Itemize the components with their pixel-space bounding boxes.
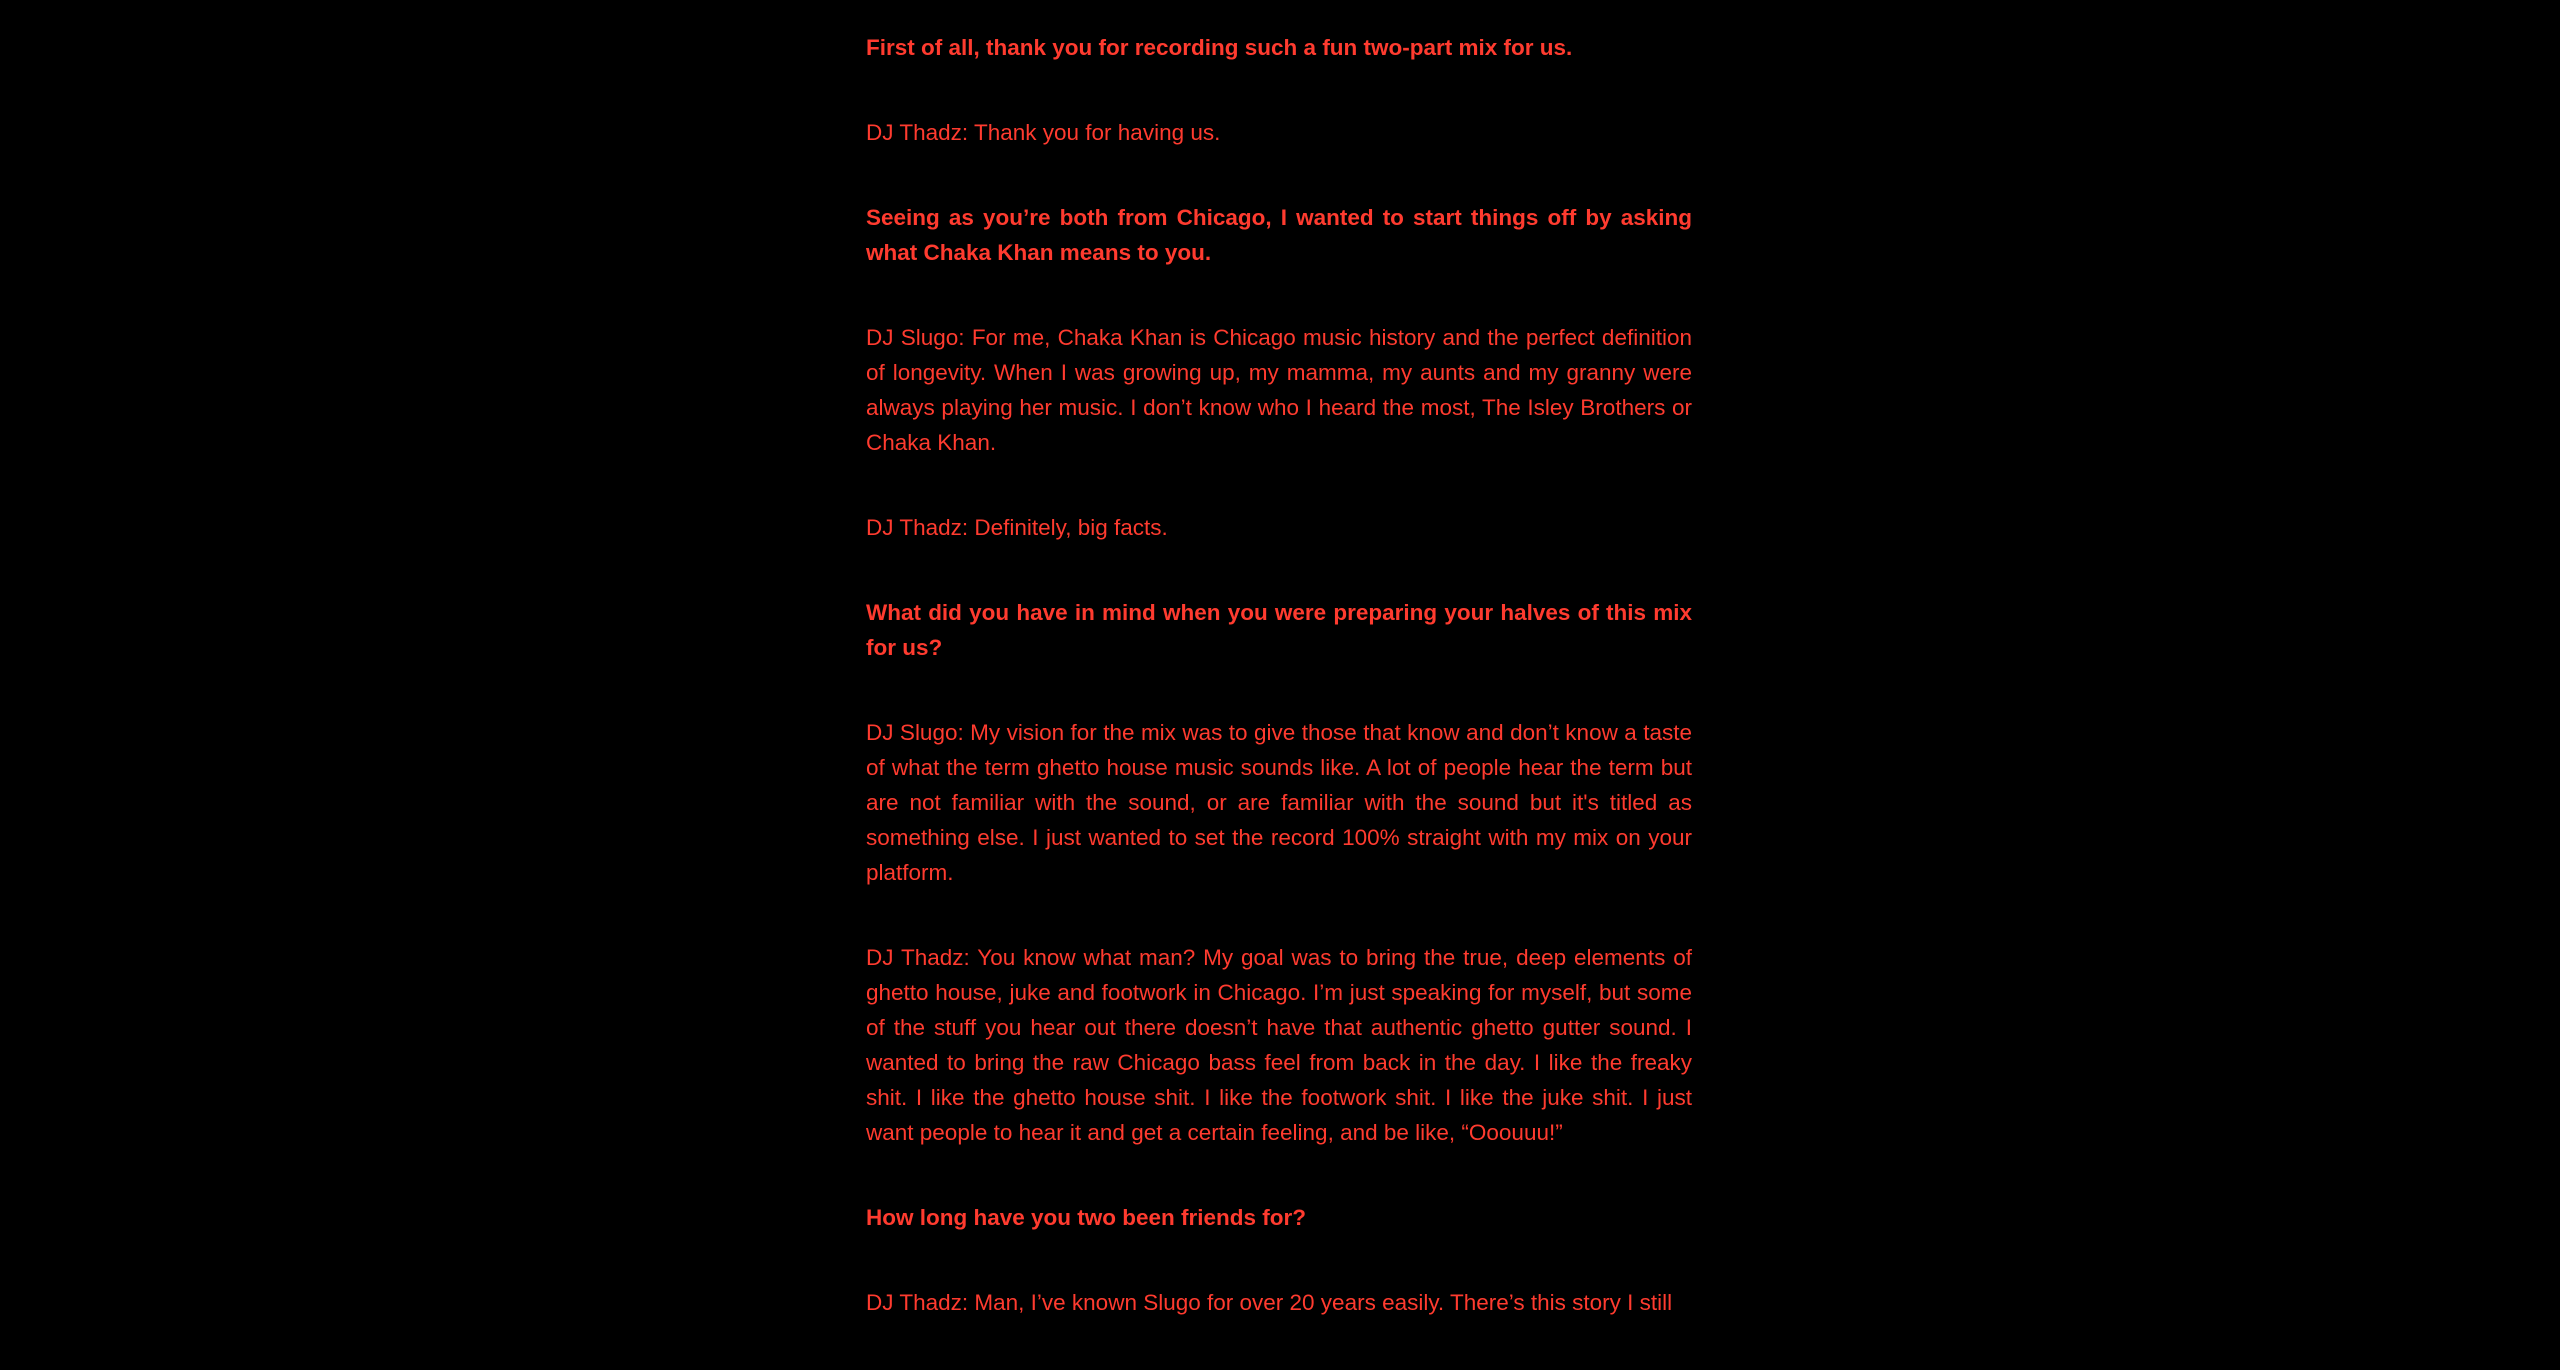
interview-question: What did you have in mind when you were preparing your halves of this mix for us? [866, 600, 1692, 660]
interview-answer: DJ Thadz: Man, I’ve known Slugo for over 20 years easily. There’s this story I still [866, 1290, 1673, 1315]
interview-question: Seeing as you’re both from Chicago, I wanted to start things off by asking what Chaka Khan means to you. [866, 205, 1692, 265]
interview-answer: DJ Thadz: Thank you for having us. [866, 120, 1221, 145]
interview-answer: DJ Slugo: My vision for the mix was to give those that know and don’t know a taste of what the term ghetto house music sounds like. A lot of people hear the term but are not familiar with the sound, or are familiar with the sound but it's titled as something else. I just wanted to set the record 100% straight with my mix on your platform. [866, 720, 1692, 885]
interview-article [866, 30, 1692, 1370]
interview-answer: DJ Thadz: Definitely, big facts. [866, 515, 1168, 540]
interview-answer: DJ Slugo: For me, Chaka Khan is Chicago music history and the perfect definition of longevity. When I was growing up, my mamma, my aunts and my granny were always playing her music. I don’t know who I heard the most, The Isley Brothers or Chaka Khan. [866, 325, 1692, 455]
interview-answer: DJ Thadz: You know what man? My goal was to bring the true, deep elements of ghetto house, juke and footwork in Chicago. I’m just speaking for myself, but some of the stuff you hear out there doesn’t have that authentic ghetto gutter sound. I wanted to bring the raw Chicago bass feel from back in the day. I like the freaky shit. I like the ghetto house shit. I like the footwork shit. I like the juke shit. I just want people to hear it and get a certain feeling, and be like, “Ooouuu!” [866, 945, 1692, 1145]
interview-question: First of all, thank you for recording such a fun two-part mix for us. [866, 35, 1573, 60]
interview-question: How long have you two been friends for? [866, 1205, 1307, 1230]
